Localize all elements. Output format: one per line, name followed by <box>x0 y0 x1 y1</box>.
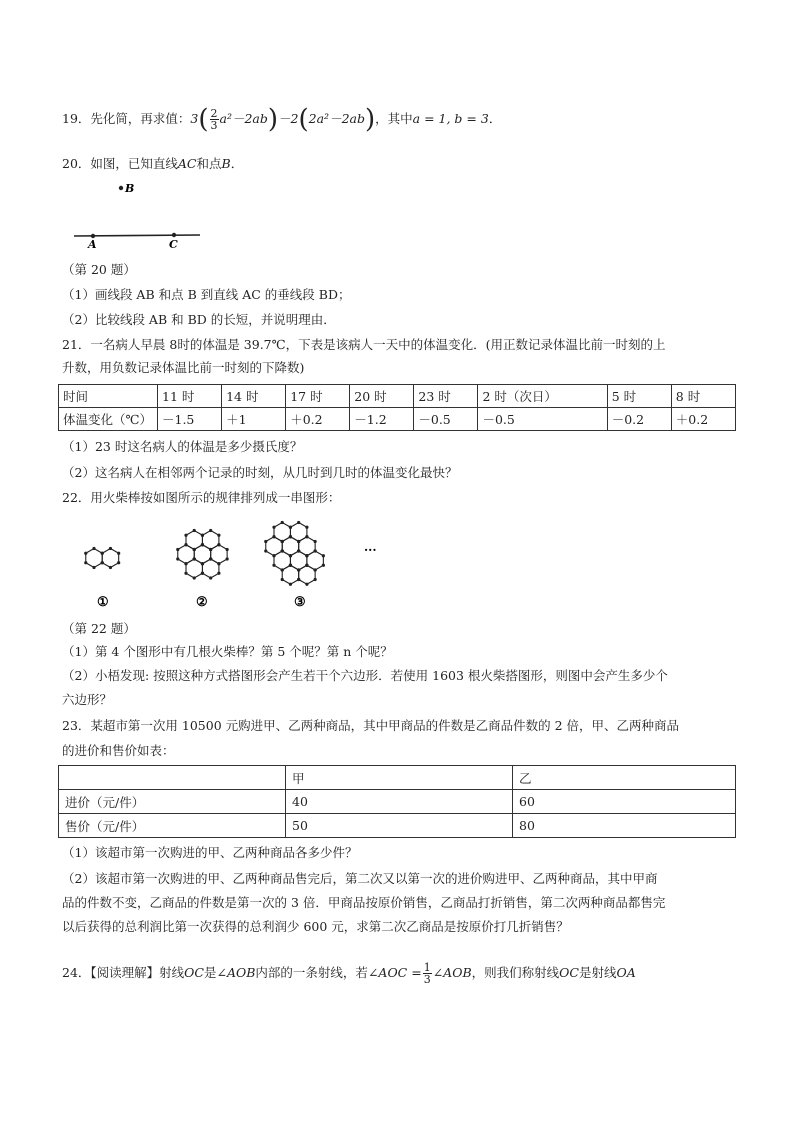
point-c <box>172 233 176 237</box>
q20-title-dot: ． <box>230 156 244 171</box>
matchstick-end <box>305 564 308 567</box>
cell: 11 时 <box>158 385 222 408</box>
q20-sub1: （1）画线段 AB 和点 B 到直线 AC 的垂线段 BD； <box>62 287 351 302</box>
q20-title <box>62 155 243 173</box>
q20-title-b: B <box>221 156 231 171</box>
cell: 20 时 <box>350 385 414 408</box>
matchstick-end <box>217 543 220 546</box>
matchstick-end <box>314 578 317 581</box>
matchstick-end <box>322 554 325 557</box>
cell: 23 时 <box>414 385 478 408</box>
cell: 8 时 <box>671 385 735 408</box>
matchstick-end <box>209 548 212 551</box>
cell: 50 <box>286 814 513 838</box>
cell: 17 时 <box>286 385 350 408</box>
matchstick-end <box>289 564 292 567</box>
cell: 甲 <box>286 766 513 790</box>
cell: －1.2 <box>350 408 414 431</box>
matchstick-end <box>101 552 104 555</box>
hexagon <box>102 549 118 568</box>
matchstick-end <box>272 535 275 538</box>
q19-condition: a = 1, b = 3 <box>412 111 489 126</box>
q23-sub1: （1）该超市第一次购进的甲、乙两种商品各多少件？ <box>62 845 358 860</box>
matchstick-end <box>176 557 179 560</box>
q19-suffix: ，其中 <box>375 111 413 126</box>
q20-caption: （第 20 题） <box>62 262 136 277</box>
cell: 进价（元/件） <box>59 790 286 814</box>
matchstick-end <box>209 529 212 532</box>
matchstick-end <box>281 578 284 581</box>
matchstick-end <box>209 576 212 579</box>
matchstick-end <box>314 540 317 543</box>
matchstick-end <box>281 568 284 571</box>
cell: 14 时 <box>222 385 286 408</box>
cell <box>59 766 286 790</box>
cell: －1.5 <box>158 408 222 431</box>
q22-sub1: （1）第 4 个图形中有几根火柴棒？第 5 个呢？第 n 个呢？ <box>62 644 393 659</box>
hexagon <box>299 565 315 584</box>
q24-prefix: 24．【阅读理解】射线 <box>62 965 185 980</box>
q19-line <box>62 104 502 135</box>
matchstick-end <box>226 557 229 560</box>
matchstick-end <box>305 526 308 529</box>
q24-angle-aob: ∠AOB <box>216 965 256 980</box>
matchstick-end <box>209 557 212 560</box>
cell: ＋1 <box>222 408 286 431</box>
fig-label-3: ③ <box>294 595 306 610</box>
fig-label-2: ② <box>196 595 208 610</box>
q20-title-end: 和点 <box>196 156 222 171</box>
cell: －0.5 <box>414 408 478 431</box>
table-row <box>59 814 736 838</box>
matchstick-end <box>217 534 220 537</box>
matchstick-end <box>264 549 267 552</box>
ellipsis: ··· <box>364 543 377 557</box>
q20-title-text: 20．如图，已知直线 <box>62 156 178 171</box>
matchstick-end <box>297 568 300 571</box>
cell: －0.5 <box>478 408 607 431</box>
table-row <box>59 408 736 431</box>
matchstick-end <box>193 548 196 551</box>
cell: 2 时（次日） <box>478 385 607 408</box>
q19-prefix: 19．先化简，再求值： <box>62 111 191 126</box>
matchstick-end <box>193 529 196 532</box>
q23-sub2a: （2）该超市第一次购进的甲、乙两种商品售完后，第二次又以第一次的进价购进甲、乙两种商品，其中甲商 <box>62 871 658 886</box>
q20-figure <box>70 180 210 250</box>
table-row <box>59 766 736 790</box>
q24-line <box>62 962 636 985</box>
matchstick-end <box>201 534 204 537</box>
q23-line2: 的进价和售价如表： <box>62 743 175 758</box>
hexagon <box>86 549 102 568</box>
q24-suffix2: 是射线 <box>578 965 617 980</box>
matchstick-end <box>193 576 196 579</box>
matchstick-end <box>322 564 325 567</box>
hexagon <box>186 559 202 578</box>
cell: 80 <box>513 814 736 838</box>
matchstick-end <box>264 540 267 543</box>
q21-sub2: （2）这名病人在相邻两个记录的时刻，从几时到几时的体温变化最快？ <box>62 465 458 480</box>
q24-angle-aoc: ∠AOC = <box>367 965 422 980</box>
matchstick-end <box>289 526 292 529</box>
q22-title: 22．用火柴棒按如图所示的规律排列成一串图形： <box>62 490 341 505</box>
matchstick-end <box>117 561 120 564</box>
q24-suffix: ，则我们称射线 <box>471 965 560 980</box>
cell: ＋0.2 <box>286 408 350 431</box>
q24-oa: OA <box>616 965 636 980</box>
cell: 体温变化（℃） <box>59 408 158 431</box>
matchstick-end <box>201 562 204 565</box>
matchstick-end <box>201 572 204 575</box>
matchstick-end <box>281 521 284 524</box>
q23-sub2b: 品的件数不变，乙商品的件数是第一次的 3 倍．甲商品按原价销售，乙商品打折销售，第二次两种商品都售完 <box>62 895 666 910</box>
matchstick-end <box>176 548 179 551</box>
table-row <box>59 790 736 814</box>
q24-mid2: 内部的一条射线，若 <box>255 965 368 980</box>
q21-line2: 升数，用负数记录体温比前一时刻的下降数) <box>62 360 305 375</box>
q22-sub2a: （2）小梧发现: 按照这种方式搭图形会产生若干个六边形．若使用 1603 根火柴搭图形，则图中会产生多少个 <box>62 668 668 683</box>
label-a: A <box>88 238 97 251</box>
cell: 40 <box>286 790 513 814</box>
point-b <box>119 186 123 190</box>
matchstick-end <box>305 554 308 557</box>
q20-sub2: （2）比较线段 AB 和 BD 的长短，并说明理由． <box>62 312 336 327</box>
q22-figure <box>74 520 377 616</box>
matchstick-end <box>217 572 220 575</box>
matchstick-end <box>305 535 308 538</box>
label-b: B <box>125 182 135 195</box>
q19-expression: 3( $\frac{2}{3}$ a²－2ab)－2(2a²－2ab) <box>190 104 376 135</box>
q22-sub2b: 六边形？ <box>62 692 113 707</box>
matchstick-end <box>314 568 317 571</box>
q23-line1: 23．某超市第一次用 10500 元购进甲、乙两种商品，其中甲商品的件数是乙商品件数的 2 倍，甲、乙两种商品 <box>62 718 680 733</box>
matchstick-end <box>101 561 104 564</box>
matchstick-end <box>84 552 87 555</box>
matchstick-end <box>272 554 275 557</box>
q21-line1: 21．一名病人早晨 8时的体温是 39.7℃，下表是该病人一天中的体温变化．(用正数记录体温比前一时刻的上 <box>62 337 666 352</box>
matchstick-end <box>184 543 187 546</box>
matchstick-end <box>84 561 87 564</box>
q22-caption: （第 22 题） <box>62 621 136 636</box>
matchstick-end <box>184 572 187 575</box>
cell: 乙 <box>513 766 736 790</box>
q21-table <box>58 384 736 431</box>
matchstick-end <box>281 540 284 543</box>
matchstick-end <box>289 583 292 586</box>
matchstick-end <box>281 549 284 552</box>
matchstick-end <box>272 564 275 567</box>
cell: 5 时 <box>607 385 671 408</box>
matchstick-end <box>297 540 300 543</box>
fig-label-1: ① <box>97 595 109 610</box>
q24-mid: 是 <box>203 965 217 980</box>
q24-oc: OC <box>184 965 204 980</box>
cell: －0.2 <box>607 408 671 431</box>
matchstick-end <box>297 578 300 581</box>
hexagon <box>282 565 298 584</box>
table-row <box>59 385 736 408</box>
matchstick-end <box>92 566 95 569</box>
q21-sub1: （1）23 时这名病人的体温是多少摄氏度？ <box>62 439 303 454</box>
q24-oc2: OC <box>559 965 579 980</box>
q23-sub2c: 以后获得的总利润比第一次获得的总利润少 600 元，求第二次乙商品是按原价打几折销售？ <box>62 919 569 934</box>
matchstick-end <box>289 554 292 557</box>
q23-table <box>58 765 736 838</box>
matchstick-end <box>226 548 229 551</box>
cell: 时间 <box>59 385 158 408</box>
matchstick-end <box>217 562 220 565</box>
hexagon-patterns <box>84 521 325 586</box>
matchstick-end <box>184 562 187 565</box>
hexagon <box>202 559 218 578</box>
matchstick-end <box>305 583 308 586</box>
cell: 售价（元/件） <box>59 814 286 838</box>
matchstick-end <box>297 521 300 524</box>
matchstick-end <box>314 549 317 552</box>
q24-fraction: $\frac{1}{3}$ <box>423 961 431 986</box>
q19-end: ． <box>488 111 502 126</box>
q24-angle-aob2: ∠AOB <box>432 965 472 980</box>
matchstick-end <box>117 552 120 555</box>
q20-title-ac: AC <box>177 156 197 171</box>
matchstick-end <box>201 543 204 546</box>
matchstick-end <box>193 557 196 560</box>
matchstick-end <box>272 526 275 529</box>
cell: ＋0.2 <box>671 408 735 431</box>
matchstick-end <box>109 547 112 550</box>
cell: 60 <box>513 790 736 814</box>
matchstick-end <box>92 547 95 550</box>
matchstick-end <box>289 535 292 538</box>
matchstick-end <box>297 549 300 552</box>
matchstick-end <box>184 534 187 537</box>
label-c: C <box>169 238 178 251</box>
matchstick-end <box>109 566 112 569</box>
